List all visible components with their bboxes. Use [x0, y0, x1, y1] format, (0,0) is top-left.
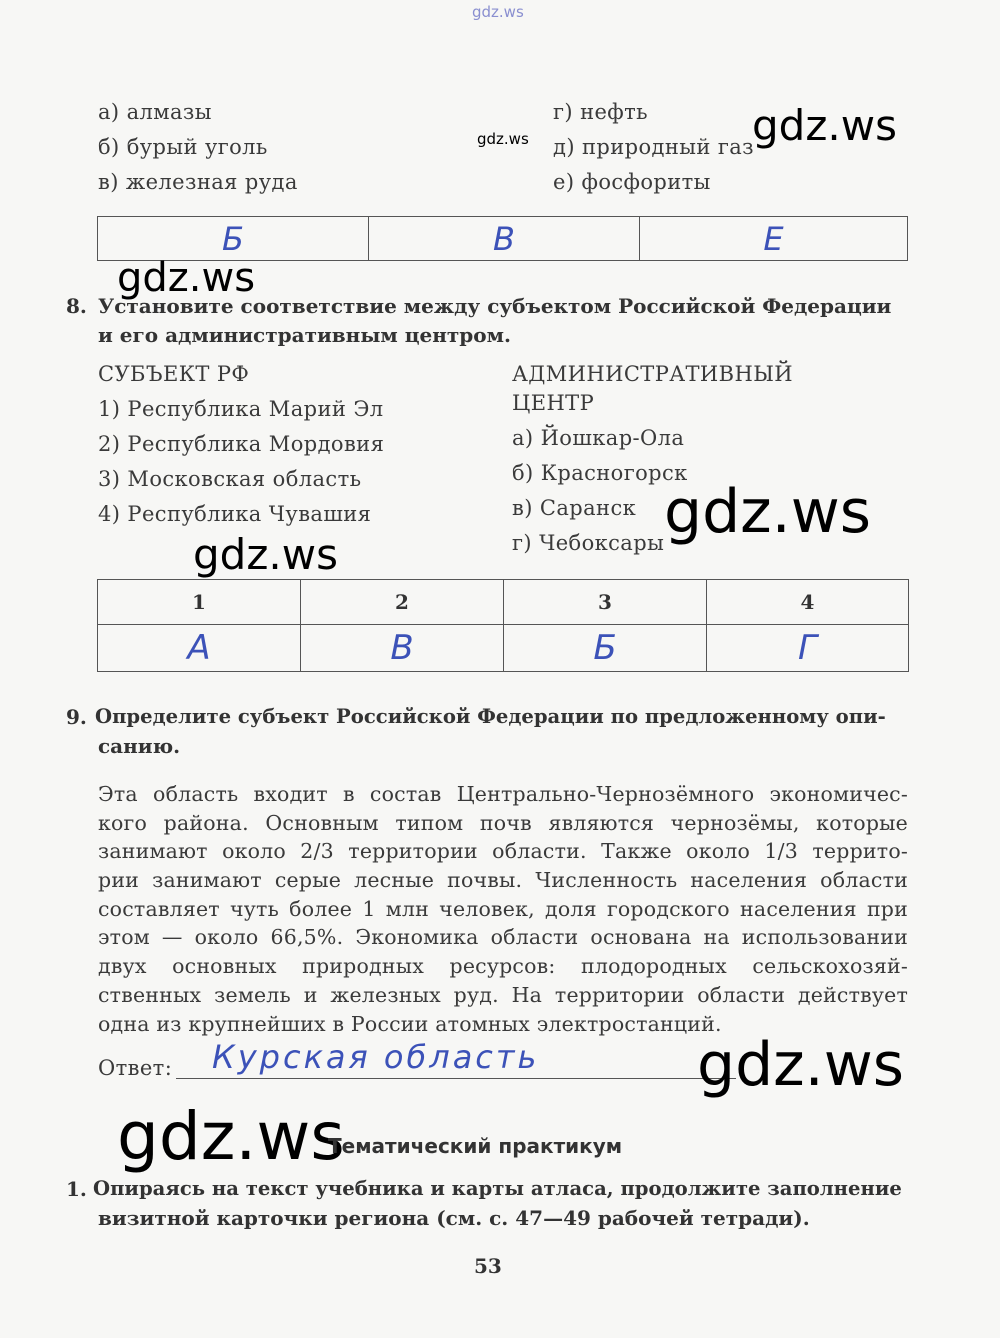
q8-right-item: а) Йошкар-Ола [512, 426, 685, 450]
answer-line [176, 1078, 736, 1079]
q7-option-a: а) алмазы [98, 100, 212, 124]
section-title: Тематический практикум [328, 1134, 623, 1158]
q9-question-line1: Определите субъект Российской Федерации по предложенному опи- [95, 705, 886, 728]
q9-text-line: двух основных природных ресурсов: плодородных сельскохозяй- [98, 954, 908, 979]
watermark-inline-small: gdz.ws [477, 130, 529, 148]
watermark-top: gdz.ws [472, 3, 524, 21]
q8-left-item: 4) Республика Чувашия [98, 502, 372, 526]
q8-answer-cell[interactable]: В [301, 625, 504, 672]
watermark-section: gdz.ws [117, 1098, 345, 1175]
q8-right-header-line1: АДМИНИСТРАТИВНЫЙ [512, 362, 793, 386]
answer-field[interactable]: Курская область [212, 1038, 540, 1076]
q8-answer-table [97, 579, 909, 672]
task1-line1: Опираясь на текст учебника и карты атласа, продолжите заполнение [93, 1177, 902, 1200]
q7-answer-cell[interactable]: Б [98, 217, 369, 261]
q9-text-line: составляет чуть более 1 млн человек, доля городского населения при [98, 896, 908, 921]
q9-text-line: занимают около 2/3 территории области. Также около 1/3 террито- [98, 839, 908, 864]
q7-option-v: в) железная руда [98, 170, 298, 194]
q8-right-item: в) Саранск [512, 496, 637, 520]
page-number: 53 [474, 1254, 502, 1278]
watermark-q8: gdz.ws [117, 255, 256, 301]
q8-answer-cell[interactable]: Г [707, 625, 909, 672]
q9-text-line: этом — около 66,5%. Экономика области основана на использовании [98, 925, 908, 950]
q8-number: 8. [66, 294, 87, 318]
q8-question-line2: и его административным центром. [98, 323, 511, 347]
q9-text-line: одна из крупнейших в России атомных электростанций. [98, 1011, 722, 1036]
watermark-q8-left: gdz.ws [193, 530, 338, 579]
q8-answer-cell[interactable]: Б [504, 625, 707, 672]
q7-answer-cell[interactable]: В [369, 217, 640, 261]
answer-label: Ответ: [98, 1056, 173, 1080]
q9-number: 9. [66, 705, 87, 729]
q9-text-line: ственных земель и железных руд. На территории области действует [98, 982, 908, 1007]
q8-left-item: 3) Московская область [98, 467, 362, 491]
q9-text-line: кого района. Основным типом почв являются чернозёмы, которые [98, 810, 908, 835]
q8-table-header: 2 [301, 580, 504, 625]
watermark-answer: gdz.ws [697, 1030, 905, 1100]
q8-table-header: 4 [707, 580, 909, 625]
q8-table-header: 1 [98, 580, 301, 625]
q8-question-line1: Установите соответствие между субъектом Российской Федерации [98, 294, 892, 318]
q9-description [98, 780, 908, 1038]
q9-text-line: рии занимают серые лесные почвы. Численность населения области [98, 868, 908, 893]
q8-left-header: СУБЪЕКТ РФ [98, 362, 250, 386]
q8-right-item: г) Чебоксары [512, 531, 665, 555]
q8-right-header-line2: ЦЕНТР [512, 391, 595, 415]
q9-text-line: Эта область входит в состав Центрально-Чернозёмного экономичес- [98, 782, 908, 806]
q7-option-g: г) нефть [553, 100, 648, 124]
q7-option-d: д) природный газ [553, 135, 755, 159]
q8-answer-cell[interactable]: А [98, 625, 301, 672]
q8-left-item: 1) Республика Марий Эл [98, 397, 384, 421]
q7-answer-cell[interactable]: Е [640, 217, 908, 261]
q7-option-e: е) фосфориты [553, 170, 711, 194]
q7-option-b: б) бурый уголь [98, 135, 268, 159]
task1-line2: визитной карточки региона (см. с. 47—49 рабочей тетради). [98, 1206, 810, 1230]
q8-left-item: 2) Республика Мордовия [98, 432, 385, 456]
watermark-q7: gdz.ws [752, 101, 897, 150]
watermark-q8-right: gdz.ws [664, 477, 872, 547]
q8-right-item: б) Красногорск [512, 461, 688, 485]
q8-table-header: 3 [504, 580, 707, 625]
task1-number: 1. [66, 1177, 87, 1201]
q9-question-line2: санию. [98, 734, 181, 758]
